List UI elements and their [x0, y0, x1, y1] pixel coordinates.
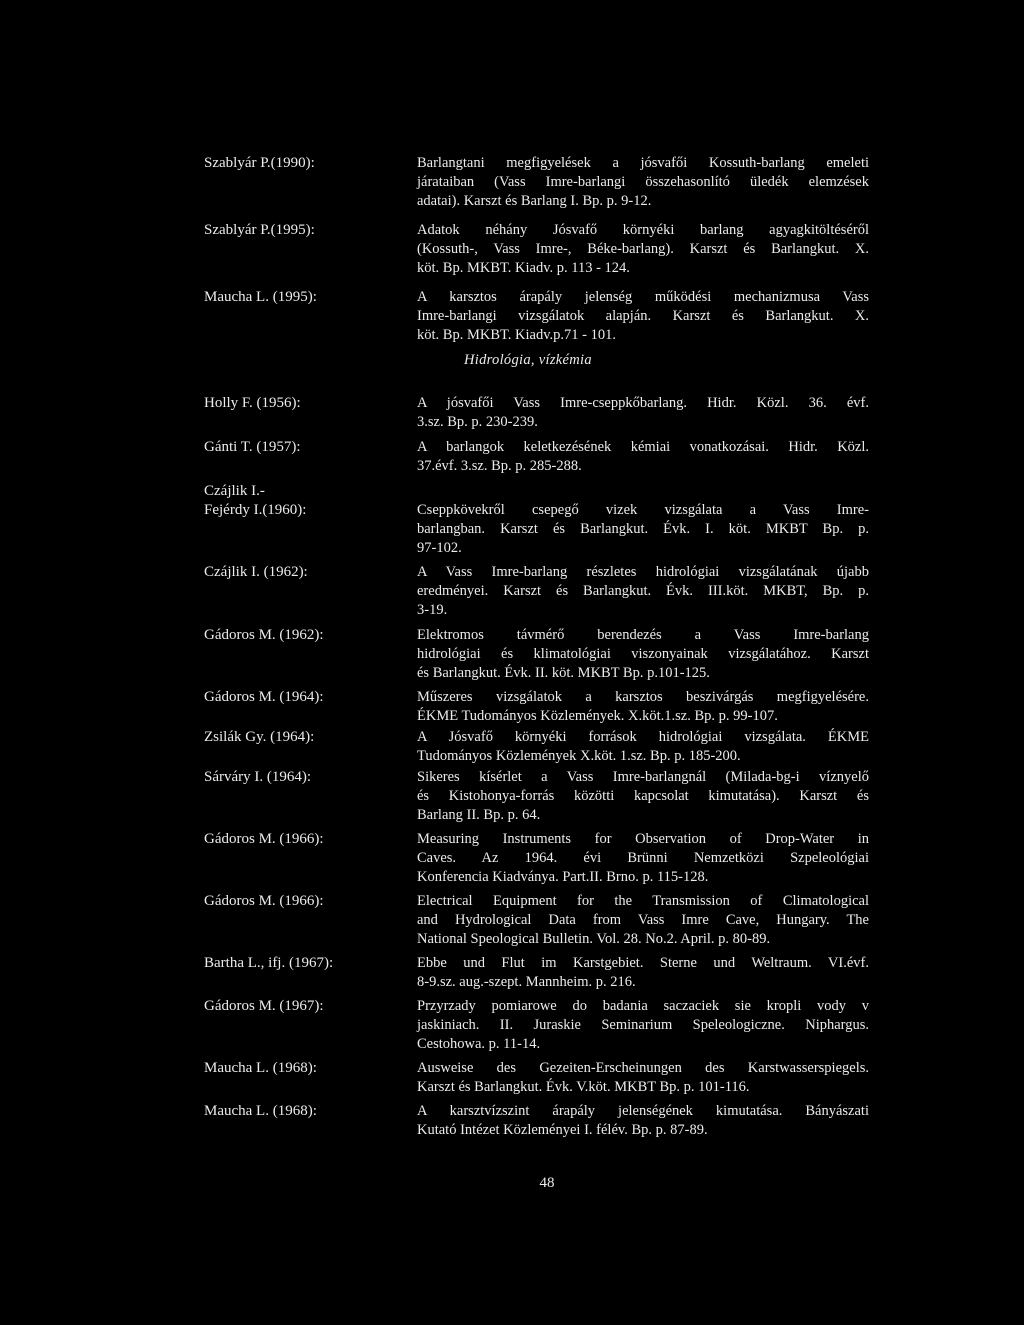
- entry-author: Gánti T. (1957):: [204, 439, 301, 455]
- reference-line: és Barlangkut. Évk. II. köt. MKBT Bp. p.101-125.: [417, 665, 710, 681]
- reference-line: 97-102.: [417, 540, 462, 556]
- entry-reference: [417, 288, 869, 345]
- reference-line: A karsztvízszint árapály jelenségének kimutatása. Bányászati: [417, 1103, 869, 1119]
- reference-line: (Kossuth-, Vass Imre-, Béke-barlang). Karszt és Barlangkut. X.: [417, 241, 869, 257]
- entry-reference: [417, 830, 869, 887]
- reference-line: Ausweise des Gezeiten-Erscheinungen des Karstwasserspiegels.: [417, 1060, 869, 1076]
- reference-line: A Jósvafő környéki források hidrológiai vizsgálata. ÉKME: [417, 729, 869, 745]
- entry-author: Maucha L. (1995):: [204, 289, 317, 305]
- entry-author: Sárváry I. (1964):: [204, 769, 312, 785]
- entry-reference: [417, 1102, 869, 1140]
- entry-author: Gádoros M. (1964):: [204, 689, 324, 705]
- reference-line: Measuring Instruments for Observation of Drop-Water in: [417, 831, 869, 847]
- reference-line: A karsztos árapály jelenség működési mechanizmusa Vass: [417, 289, 869, 305]
- reference-line: Műszeres vizsgálatok a karsztos beszivárgás megfigyelésére.: [417, 689, 869, 705]
- entry-author: Czájlik I.- Fejérdy I.(1960):: [204, 483, 307, 518]
- entry-reference: [417, 394, 869, 432]
- entry-reference: [417, 154, 869, 211]
- reference-line: Imre-barlangi vizsgálatok alapján. Karszt és Barlangkut. X.: [417, 308, 869, 324]
- reference-line: 37.évf. 3.sz. Bp. p. 285-288.: [417, 458, 582, 474]
- reference-line: Cseppkövekről csepegő vizek vizsgálata a Vass Imre-: [417, 502, 869, 518]
- reference-line: Barlangtani megfigyelések a jósvafői Kossuth-barlang emeleti: [417, 155, 869, 171]
- reference-line: Caves. Az 1964. évi Brünni Nemzetközi Szpeleológiai: [417, 850, 869, 866]
- reference-line: jaskiniach. II. Juraskie Seminarium Speleologiczne. Niphargus.: [417, 1017, 869, 1033]
- entry-reference: [417, 626, 869, 683]
- entry-author: Gádoros M. (1967):: [204, 998, 324, 1014]
- reference-line: Tudományos Közlemények X.köt. 1.sz. Bp. p. 185-200.: [417, 748, 741, 764]
- entry-reference: [417, 954, 869, 992]
- reference-line: Konferencia Kiadványa. Part.II. Brno. p. 115-128.: [417, 869, 709, 885]
- reference-line: Electrical Equipment for the Transmission of Climatological: [417, 893, 869, 909]
- entry-author: Holly F. (1956):: [204, 395, 301, 411]
- entry-author: Bartha L., ifj. (1967):: [204, 955, 334, 971]
- entry-author: Gádoros M. (1966):: [204, 893, 324, 909]
- entry-author: Gádoros M. (1962):: [204, 627, 324, 643]
- reference-line: National Speological Bulletin. Vol. 28. No.2. April. p. 80-89.: [417, 931, 771, 947]
- reference-line: ÉKME Tudományos Közlemények. X.köt.1.sz. Bp. p. 99-107.: [417, 708, 778, 724]
- reference-line: Barlang II. Bp. p. 64.: [417, 807, 541, 823]
- reference-line: eredményei. Karszt és Barlangkut. Évk. III.köt. MKBT, Bp. p.: [417, 583, 869, 599]
- reference-line: Adatok néhány Jósvafő környéki barlang agyagkitöltéséről: [417, 222, 869, 238]
- reference-line: hidrológiai és klimatológiai viszonyainak vizsgálatához. Karszt: [417, 646, 869, 662]
- entry-reference: [417, 563, 869, 620]
- entry-reference: [417, 768, 869, 825]
- entry-reference: [417, 221, 869, 278]
- entry-author: Gádoros M. (1966):: [204, 831, 324, 847]
- reference-line: köt. Bp. MKBT. Kiadv.p.71 - 101.: [417, 327, 616, 343]
- reference-line: és Kistohonya-forrás közötti kapcsolat kimutatása). Karszt és: [417, 788, 869, 804]
- reference-line: barlangban. Karszt és Barlangkut. Évk. I. köt. MKBT Bp. p.: [417, 521, 869, 537]
- entry-author: Zsilák Gy. (1964):: [204, 729, 315, 745]
- reference-line: Ebbe und Flut im Karstgebiet. Sterne und Weltraum. VI.évf.: [417, 955, 869, 971]
- entry-author: Maucha L. (1968):: [204, 1103, 317, 1119]
- reference-line: A jósvafői Vass Imre-cseppkőbarlang. Hidr. Közl. 36. évf.: [417, 395, 869, 411]
- reference-line: Kutató Intézet Közleményei I. félév. Bp. p. 87-89.: [417, 1122, 708, 1138]
- entry-author: Szablyár P.(1990):: [204, 155, 315, 171]
- reference-line: Sikeres kísérlet a Vass Imre-barlangnál (Milada-bg-i víznyelő: [417, 769, 869, 785]
- reference-line: Cestohowa. p. 11-14.: [417, 1036, 541, 1052]
- reference-line: Przyrzady pomiarowe do badania saczaciek sie kropli vody v: [417, 998, 869, 1014]
- entry-reference: [417, 892, 869, 949]
- section-heading: Hidrológia, vízkémia: [464, 352, 592, 368]
- reference-line: Karszt és Barlangkut. Évk. V.köt. MKBT Bp. p. 101-116.: [417, 1079, 750, 1095]
- entry-author: Maucha L. (1968):: [204, 1060, 317, 1076]
- reference-line: 8-9.sz. aug.-szept. Mannheim. p. 216.: [417, 974, 636, 990]
- entry-reference: [417, 501, 869, 558]
- entry-reference: [417, 438, 869, 476]
- reference-line: A Vass Imre-barlang részletes hidrológiai vizsgálatának újabb: [417, 564, 869, 580]
- entry-reference: [417, 1059, 869, 1097]
- reference-line: köt. Bp. MKBT. Kiadv. p. 113 - 124.: [417, 260, 630, 276]
- page-number: 48: [539, 1175, 555, 1191]
- entry-author: Szablyár P.(1995):: [204, 222, 315, 238]
- reference-line: járataiban (Vass Imre-barlangi összehasonlító üledék elemzések: [417, 174, 869, 190]
- reference-line: A barlangok keletkezésének kémiai vonatkozásai. Hidr. Közl.: [417, 439, 869, 455]
- entry-author: Czájlik I. (1962):: [204, 564, 308, 580]
- reference-line: Elektromos távmérő berendezés a Vass Imre-barlang: [417, 627, 869, 643]
- entry-reference: [417, 688, 869, 726]
- reference-line: adatai). Karszt és Barlang I. Bp. p. 9-12.: [417, 193, 652, 209]
- reference-line: 3.sz. Bp. p. 230-239.: [417, 414, 538, 430]
- reference-line: and Hydrological Data from Vass Imre Cave, Hungary. The: [417, 912, 869, 928]
- entry-reference: [417, 728, 869, 766]
- reference-line: 3-19.: [417, 602, 448, 618]
- entry-reference: [417, 997, 869, 1054]
